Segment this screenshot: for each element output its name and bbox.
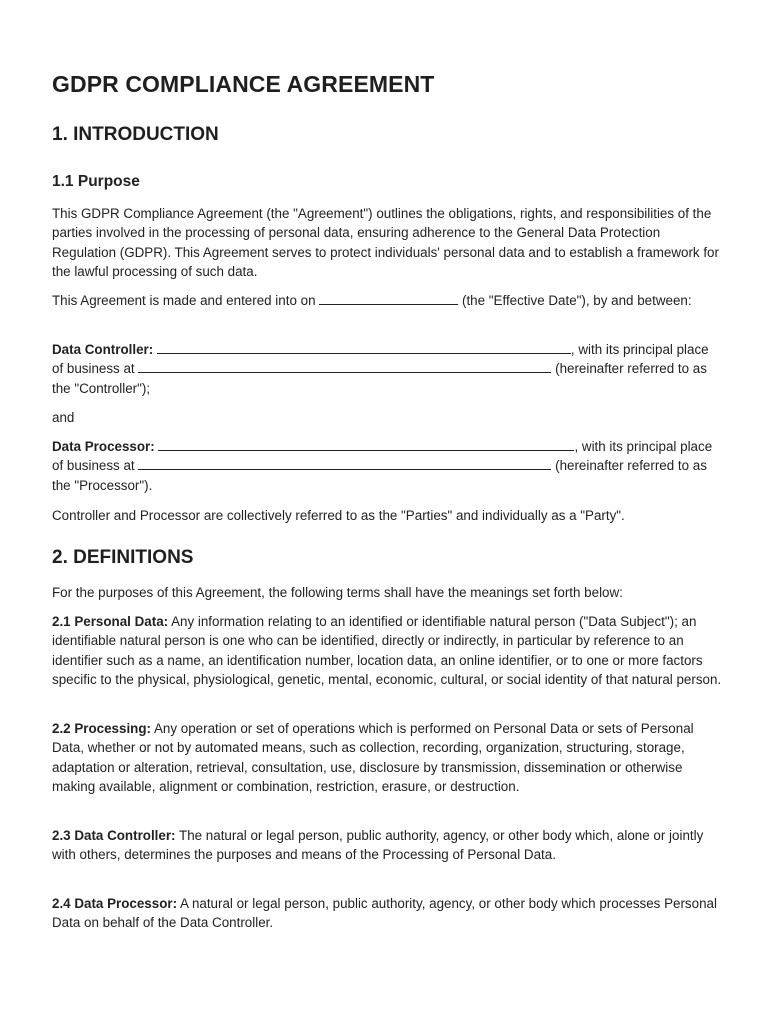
definition-term: 2.2 Processing: bbox=[52, 721, 151, 736]
subsection-heading-purpose: 1.1 Purpose bbox=[52, 173, 140, 190]
data-processor-name-blank bbox=[158, 438, 574, 451]
definition-data-controller bbox=[52, 826, 722, 865]
effective-date-intro: This Agreement is made and entered into on bbox=[52, 293, 316, 308]
effective-date-blank bbox=[319, 292, 458, 305]
data-processor-reference: (hereinafter referred to as the "Processor"). bbox=[52, 458, 707, 493]
section-heading-introduction: 1. INTRODUCTION bbox=[52, 124, 219, 145]
purpose-paragraph: This GDPR Compliance Agreement (the "Agreement") outlines the obligations, rights, and responsibilities of the parties involved in the processing of personal data, ensuring adherence to the General Data Protection Regulation (GDPR). This Agreement serves to protect individuals' personal data and to establish a framework for the lawful processing of such data. bbox=[52, 206, 719, 280]
data-processor-address-intro: , with its principal place of business at bbox=[52, 439, 713, 474]
parties-paragraph: Controller and Processor are collectively referred to as the "Parties" and individually as a "Party". bbox=[52, 508, 625, 523]
definition-personal-data bbox=[52, 612, 722, 690]
effective-date-outro: (the "Effective Date"), by and between: bbox=[461, 293, 692, 308]
document-title: GDPR COMPLIANCE AGREEMENT bbox=[52, 71, 435, 97]
definition-term: 2.1 Personal Data: bbox=[52, 614, 169, 629]
definition-term: 2.4 Data Processor: bbox=[52, 896, 178, 911]
data-controller-address-blank bbox=[138, 360, 551, 373]
definition-data-processor bbox=[52, 894, 722, 933]
data-processor-address-blank bbox=[138, 457, 551, 470]
data-controller-name-blank bbox=[157, 341, 571, 354]
and-text: and bbox=[52, 410, 75, 425]
definition-text: Any information relating to an identified or identifiable natural person ("Data Subject"); an identifiable natural person is one who can be identified, directly or indirectly, in particular by reference to an identifier such as a name, an identification number, location data, an online identifier, or to one or more factors specific to the physical, physiological, genetic, mental, economic, cultural, or social identity of that natural person. bbox=[52, 614, 722, 688]
definition-text: The natural or legal person, public authority, agency, or other body which, alone or jointly with others, determines the purposes and means of the Processing of Personal Data. bbox=[52, 828, 704, 863]
definition-text: Any operation or set of operations which is performed on Personal Data or sets of Personal Data, whether or not by automated means, such as collection, recording, organization, structuring, storage, adaptation or alteration, retrieval, consultation, use, disclosure by transmission, dissemination or otherwise making available, alignment or combination, restriction, erasure, or destruction. bbox=[52, 721, 694, 795]
data-controller-paragraph bbox=[52, 340, 722, 398]
definition-term: 2.3 Data Controller: bbox=[52, 828, 176, 843]
data-controller-label: Data Controller: bbox=[52, 342, 154, 357]
data-processor-paragraph bbox=[52, 437, 722, 495]
data-controller-reference: (hereinafter referred to as the "Controller"); bbox=[52, 361, 707, 396]
section-heading-definitions: 2. DEFINITIONS bbox=[52, 547, 194, 568]
definition-processing bbox=[52, 719, 722, 797]
data-controller-address-intro: , with its principal place of business at bbox=[52, 342, 709, 377]
effective-date-paragraph bbox=[52, 291, 722, 310]
definition-text: A natural or legal person, public authority, agency, or other body which processes Personal Data on behalf of the Data Controller. bbox=[52, 896, 717, 931]
data-processor-label: Data Processor: bbox=[52, 439, 155, 454]
definitions-intro: For the purposes of this Agreement, the following terms shall have the meanings set forth below: bbox=[52, 585, 623, 600]
